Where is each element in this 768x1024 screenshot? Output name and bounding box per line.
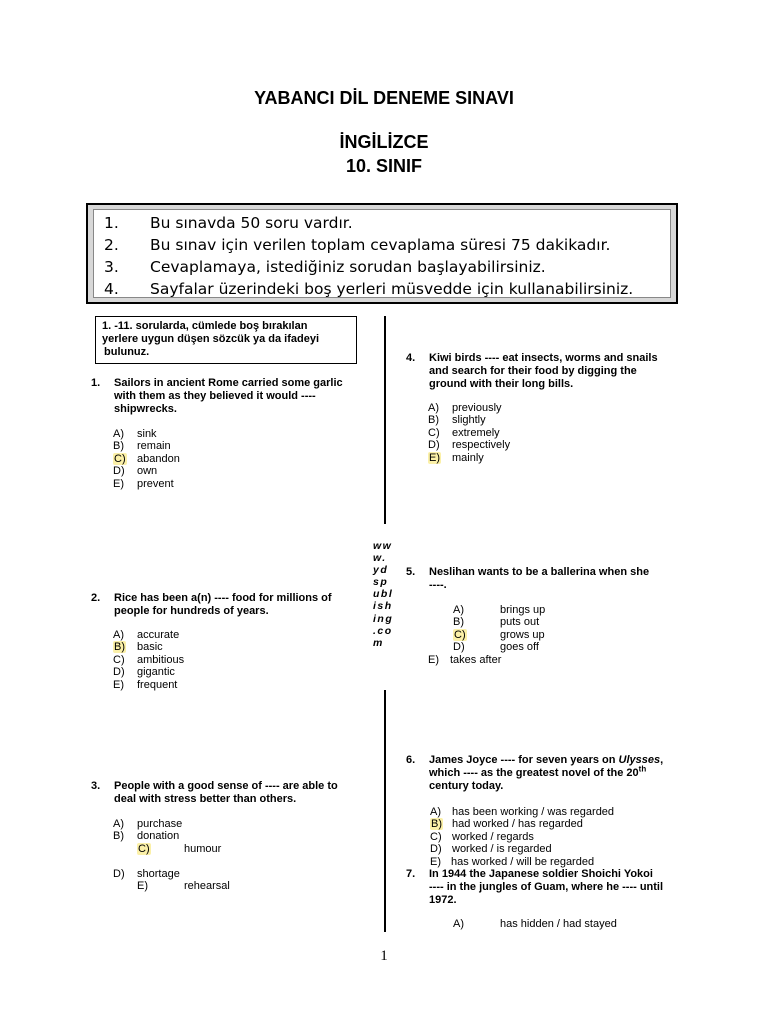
option-highlighted[interactable]: C) grows up <box>454 628 545 641</box>
question-1-options <box>113 428 180 490</box>
question-4-options <box>428 402 510 464</box>
option[interactable]: B) puts out <box>453 616 540 629</box>
question-5: 5. Neslihan wants to be a ballerina when she ----. <box>406 566 650 591</box>
option[interactable]: A) purchase <box>113 818 183 830</box>
option[interactable]: A) has been working / was regarded <box>430 806 615 818</box>
instructions-box <box>86 203 678 304</box>
option[interactable]: B) donation <box>113 830 180 842</box>
option[interactable]: D) own <box>113 465 158 478</box>
option[interactable]: A) has hidden / had stayed <box>453 918 617 930</box>
option[interactable]: D) worked / is regarded <box>430 843 552 856</box>
question-7: 7. In 1944 the Japanese soldier Shoichi Yokoi ---- in the jungles of Guam, where he ---- until 1972. <box>406 868 664 906</box>
column-divider <box>384 316 386 524</box>
question-3: 3. People with a good sense of ---- are able to deal with stress better than others. <box>91 780 338 805</box>
question-5-options <box>453 604 545 654</box>
question-4: 4. Kiwi birds ---- eat insects, worms and snails and search for their food by digging the ground with their long bills. <box>406 352 658 390</box>
option[interactable]: B) slightly <box>428 414 486 427</box>
instruction-item: 4. Sayfalar üzerindeki boş yerleri müsvedde için kullanabilirsiniz. <box>104 280 634 298</box>
instruction-item: 1. Bu sınavda 50 soru vardır. <box>104 214 353 232</box>
option[interactable]: A) accurate <box>113 629 180 641</box>
option[interactable]: C) ambitious <box>113 653 185 666</box>
question-6-options <box>430 806 614 868</box>
page-number: 1 <box>380 948 388 964</box>
option[interactable]: E) takes after <box>428 654 502 666</box>
instruction-item: 2. Bu sınav için verilen toplam cevaplama süresi 75 dakikadır. <box>104 236 611 254</box>
option[interactable]: E) has worked / will be regarded <box>430 855 595 868</box>
question-2: 2. Rice has been a(n) ---- food for millions of people for hundreds of years. <box>91 592 332 617</box>
column-divider <box>384 690 386 932</box>
option[interactable]: A) previously <box>428 402 502 414</box>
section-instructions: 1. -11. sorularda, cümlede boş bırakılan yerlere uygun düşen sözcük ya da ifadeyi bulunuz. <box>95 316 357 364</box>
option[interactable]: C) worked / regards <box>430 830 534 843</box>
question-6: 6. James Joyce ---- for seven years on Ulysses, which ---- as the greatest novel of the 20th century today. <box>406 754 664 792</box>
option[interactable]: E) rehearsal <box>137 880 230 892</box>
exam-title: YABANCI DİL DENEME SINAVI <box>254 88 514 108</box>
option-highlighted[interactable]: B) had worked / has regarded <box>431 818 583 831</box>
exam-subject: İNGİLİZCE <box>339 132 429 152</box>
option-highlighted[interactable]: C) abandon <box>114 452 180 465</box>
option[interactable]: E) frequent <box>113 678 178 691</box>
question-2-options <box>113 629 184 691</box>
option-highlighted[interactable]: C) humour <box>138 843 222 855</box>
option[interactable]: D) goes off <box>453 641 539 654</box>
instruction-item: 3. Cevaplamaya, istediğiniz sorudan başlayabilirsiniz. <box>104 258 546 276</box>
option-highlighted[interactable]: E) mainly <box>429 451 484 464</box>
option[interactable]: B) remain <box>113 440 171 453</box>
option[interactable]: E) prevent <box>113 477 174 490</box>
option[interactable]: A) sink <box>113 428 157 440</box>
option[interactable]: D) gigantic <box>113 666 175 679</box>
watermark-text: ww w. yd sp ubl ish ing .co m <box>373 540 394 649</box>
option[interactable]: C) extremely <box>428 426 500 439</box>
exam-grade: 10. SINIF <box>345 156 423 176</box>
question-1: 1. Sailors in ancient Rome carried some garlic with them as they believed it would ---- shipwrecks. <box>91 377 343 415</box>
option[interactable]: D) respectively <box>428 439 511 452</box>
option[interactable]: D) shortage <box>113 868 180 880</box>
option-highlighted[interactable]: B) basic <box>114 641 163 654</box>
option[interactable]: A) brings up <box>453 604 546 616</box>
